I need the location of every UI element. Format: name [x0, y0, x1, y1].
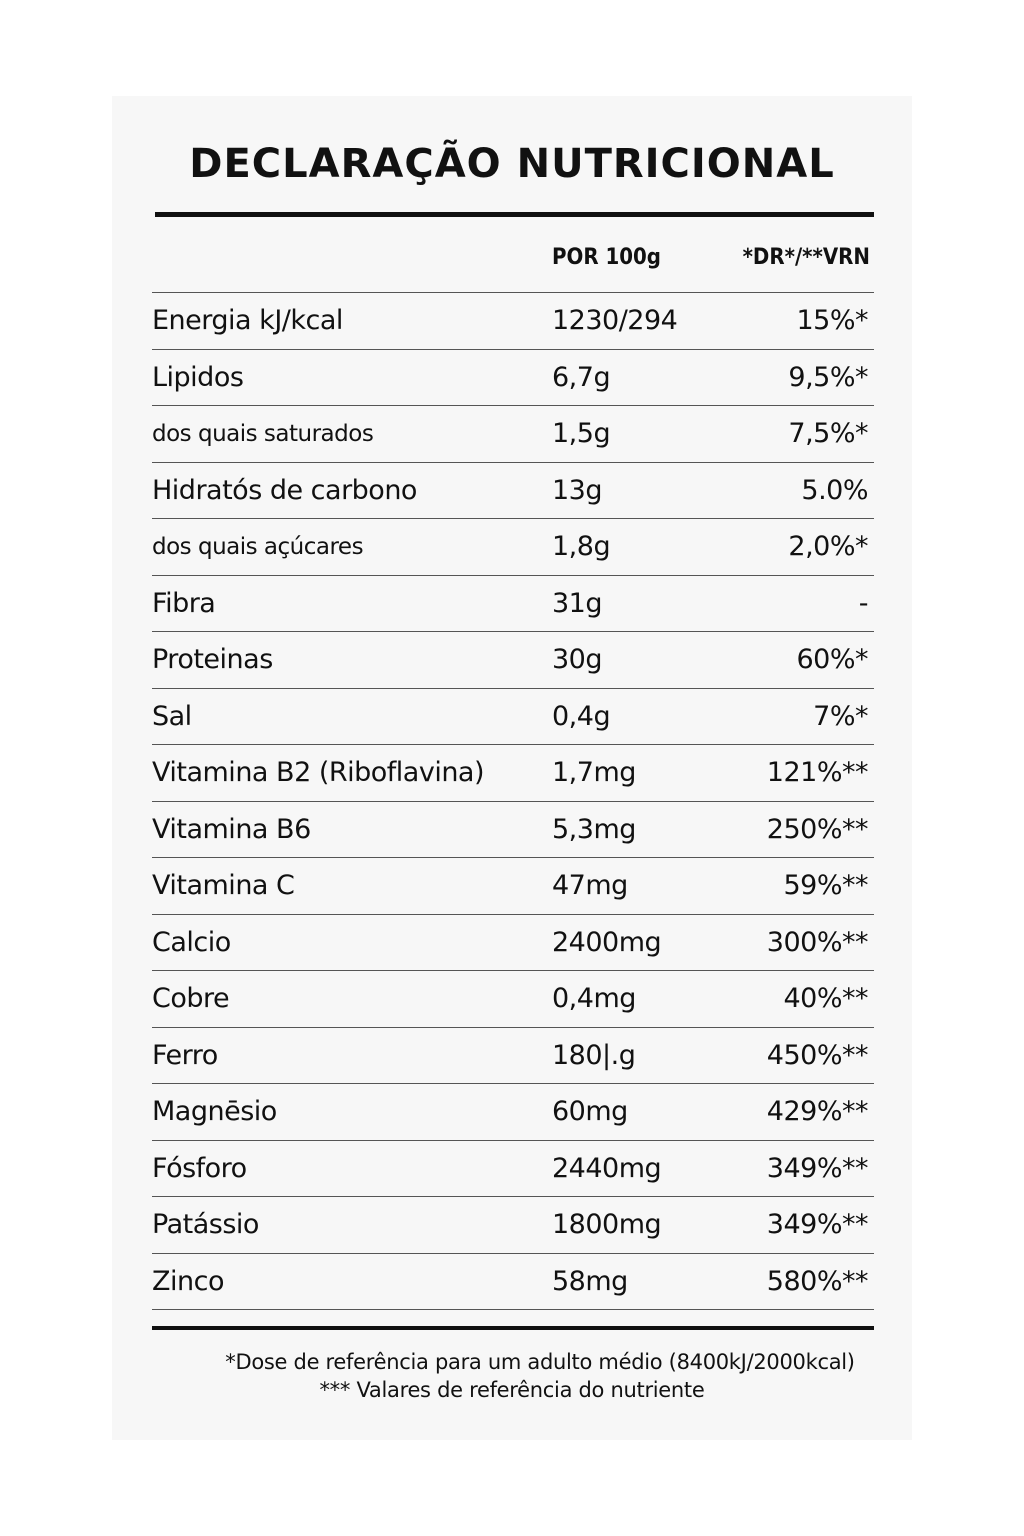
- nutrient-value: 2440mg: [552, 1152, 662, 1184]
- table-row: [152, 1254, 874, 1311]
- table-row: [152, 745, 874, 802]
- nutrient-name: Magnēsio: [152, 1096, 277, 1128]
- nutrient-value: 180|.g: [552, 1039, 636, 1071]
- footnote-reference-intake: *Dose de referência para um adulto médio (8400kJ/2000kcal): [225, 1350, 855, 1374]
- nutrient-value: 31g: [552, 587, 602, 619]
- nutrient-reference-percent: 2,0%*: [788, 531, 868, 563]
- nutrient-name: Lipidos: [152, 361, 244, 393]
- nutrient-value: 1,7mg: [552, 757, 636, 789]
- nutrient-reference-percent: 15%*: [796, 305, 868, 337]
- nutrient-reference-percent: 450%**: [766, 1039, 868, 1071]
- nutrient-reference-percent: 5.0%: [801, 474, 868, 506]
- nutrient-reference-percent: 250%**: [766, 813, 868, 845]
- nutrient-value: 1230/294: [552, 305, 678, 337]
- nutrient-name: Cobre: [152, 983, 230, 1015]
- nutrient-value: 2400mg: [552, 926, 662, 958]
- table-row: [152, 1028, 874, 1085]
- nutrient-name: dos quais saturados: [152, 420, 374, 447]
- nutrient-value: 5,3mg: [552, 813, 636, 845]
- nutrient-reference-percent: 121%**: [766, 757, 868, 789]
- table-row: [152, 1084, 874, 1141]
- nutrient-reference-percent: 9,5%*: [788, 361, 868, 393]
- nutrient-value: 13g: [552, 474, 602, 506]
- table-row: [152, 1197, 874, 1254]
- table-row: [152, 1141, 874, 1198]
- table-row: [152, 519, 874, 576]
- column-header-per-100g: POR 100g: [552, 245, 661, 270]
- table-row: [152, 293, 874, 350]
- table-row: [152, 632, 874, 689]
- footnote-nutrient-reference: *** Valares de referência do nutriente: [319, 1378, 705, 1402]
- nutrient-name: Calcio: [152, 926, 231, 958]
- nutrient-name: Vitamina B2 (Riboflavina): [152, 757, 485, 789]
- nutrient-value: 47mg: [552, 870, 628, 902]
- nutrient-reference-percent: -: [858, 587, 868, 619]
- nutrient-reference-percent: 300%**: [766, 926, 868, 958]
- nutrient-value: 58mg: [552, 1265, 628, 1297]
- table-row: [152, 463, 874, 520]
- nutrient-value: 6,7g: [552, 361, 611, 393]
- nutrient-name: dos quais açúcares: [152, 533, 364, 560]
- bottom-divider: [152, 1326, 874, 1330]
- nutrient-value: 1800mg: [552, 1209, 662, 1241]
- nutrient-value: 60mg: [552, 1096, 628, 1128]
- column-header-dr-vrn: *DR*/**VRN: [742, 245, 870, 270]
- table-row: [152, 350, 874, 407]
- nutrient-value: 0,4g: [552, 700, 611, 732]
- nutrient-name: Vitamina C: [152, 870, 295, 902]
- table-row: [152, 802, 874, 859]
- nutrient-reference-percent: 580%**: [766, 1265, 868, 1297]
- nutrient-reference-percent: 7%*: [813, 700, 868, 732]
- nutrient-name: Patássio: [152, 1209, 259, 1241]
- nutrient-name: Fibra: [152, 587, 216, 619]
- nutrient-name: Fósforo: [152, 1152, 247, 1184]
- nutrient-reference-percent: 59%**: [783, 870, 868, 902]
- nutrient-value: 1,5g: [552, 418, 611, 450]
- nutrient-value: 0,4mg: [552, 983, 636, 1015]
- nutrient-reference-percent: 7,5%*: [788, 418, 868, 450]
- nutrient-reference-percent: 40%**: [783, 983, 868, 1015]
- nutrient-name: Hidratós de carbono: [152, 474, 417, 506]
- page-title: DECLARAÇÃO NUTRICIONAL: [189, 141, 835, 187]
- table-row: [152, 689, 874, 746]
- nutrient-name: Ferro: [152, 1039, 218, 1071]
- table-row: [152, 576, 874, 633]
- nutrient-name: Proteinas: [152, 644, 273, 676]
- nutrient-name: Vitamina B6: [152, 813, 311, 845]
- nutrient-name: Energia kJ/kcal: [152, 305, 343, 337]
- nutrient-reference-percent: 349%**: [766, 1209, 868, 1241]
- nutrient-name: Sal: [152, 700, 192, 732]
- nutrition-table: [152, 293, 874, 1310]
- nutrient-value: 1,8g: [552, 531, 611, 563]
- nutrient-reference-percent: 349%**: [766, 1152, 868, 1184]
- nutrient-reference-percent: 429%**: [766, 1096, 868, 1128]
- nutrient-value: 30g: [552, 644, 602, 676]
- table-row: [152, 915, 874, 972]
- nutrient-reference-percent: 60%*: [796, 644, 868, 676]
- table-row: [152, 406, 874, 463]
- top-divider: [155, 212, 874, 217]
- table-row: [152, 858, 874, 915]
- table-row: [152, 971, 874, 1028]
- nutrient-name: Zinco: [152, 1265, 224, 1297]
